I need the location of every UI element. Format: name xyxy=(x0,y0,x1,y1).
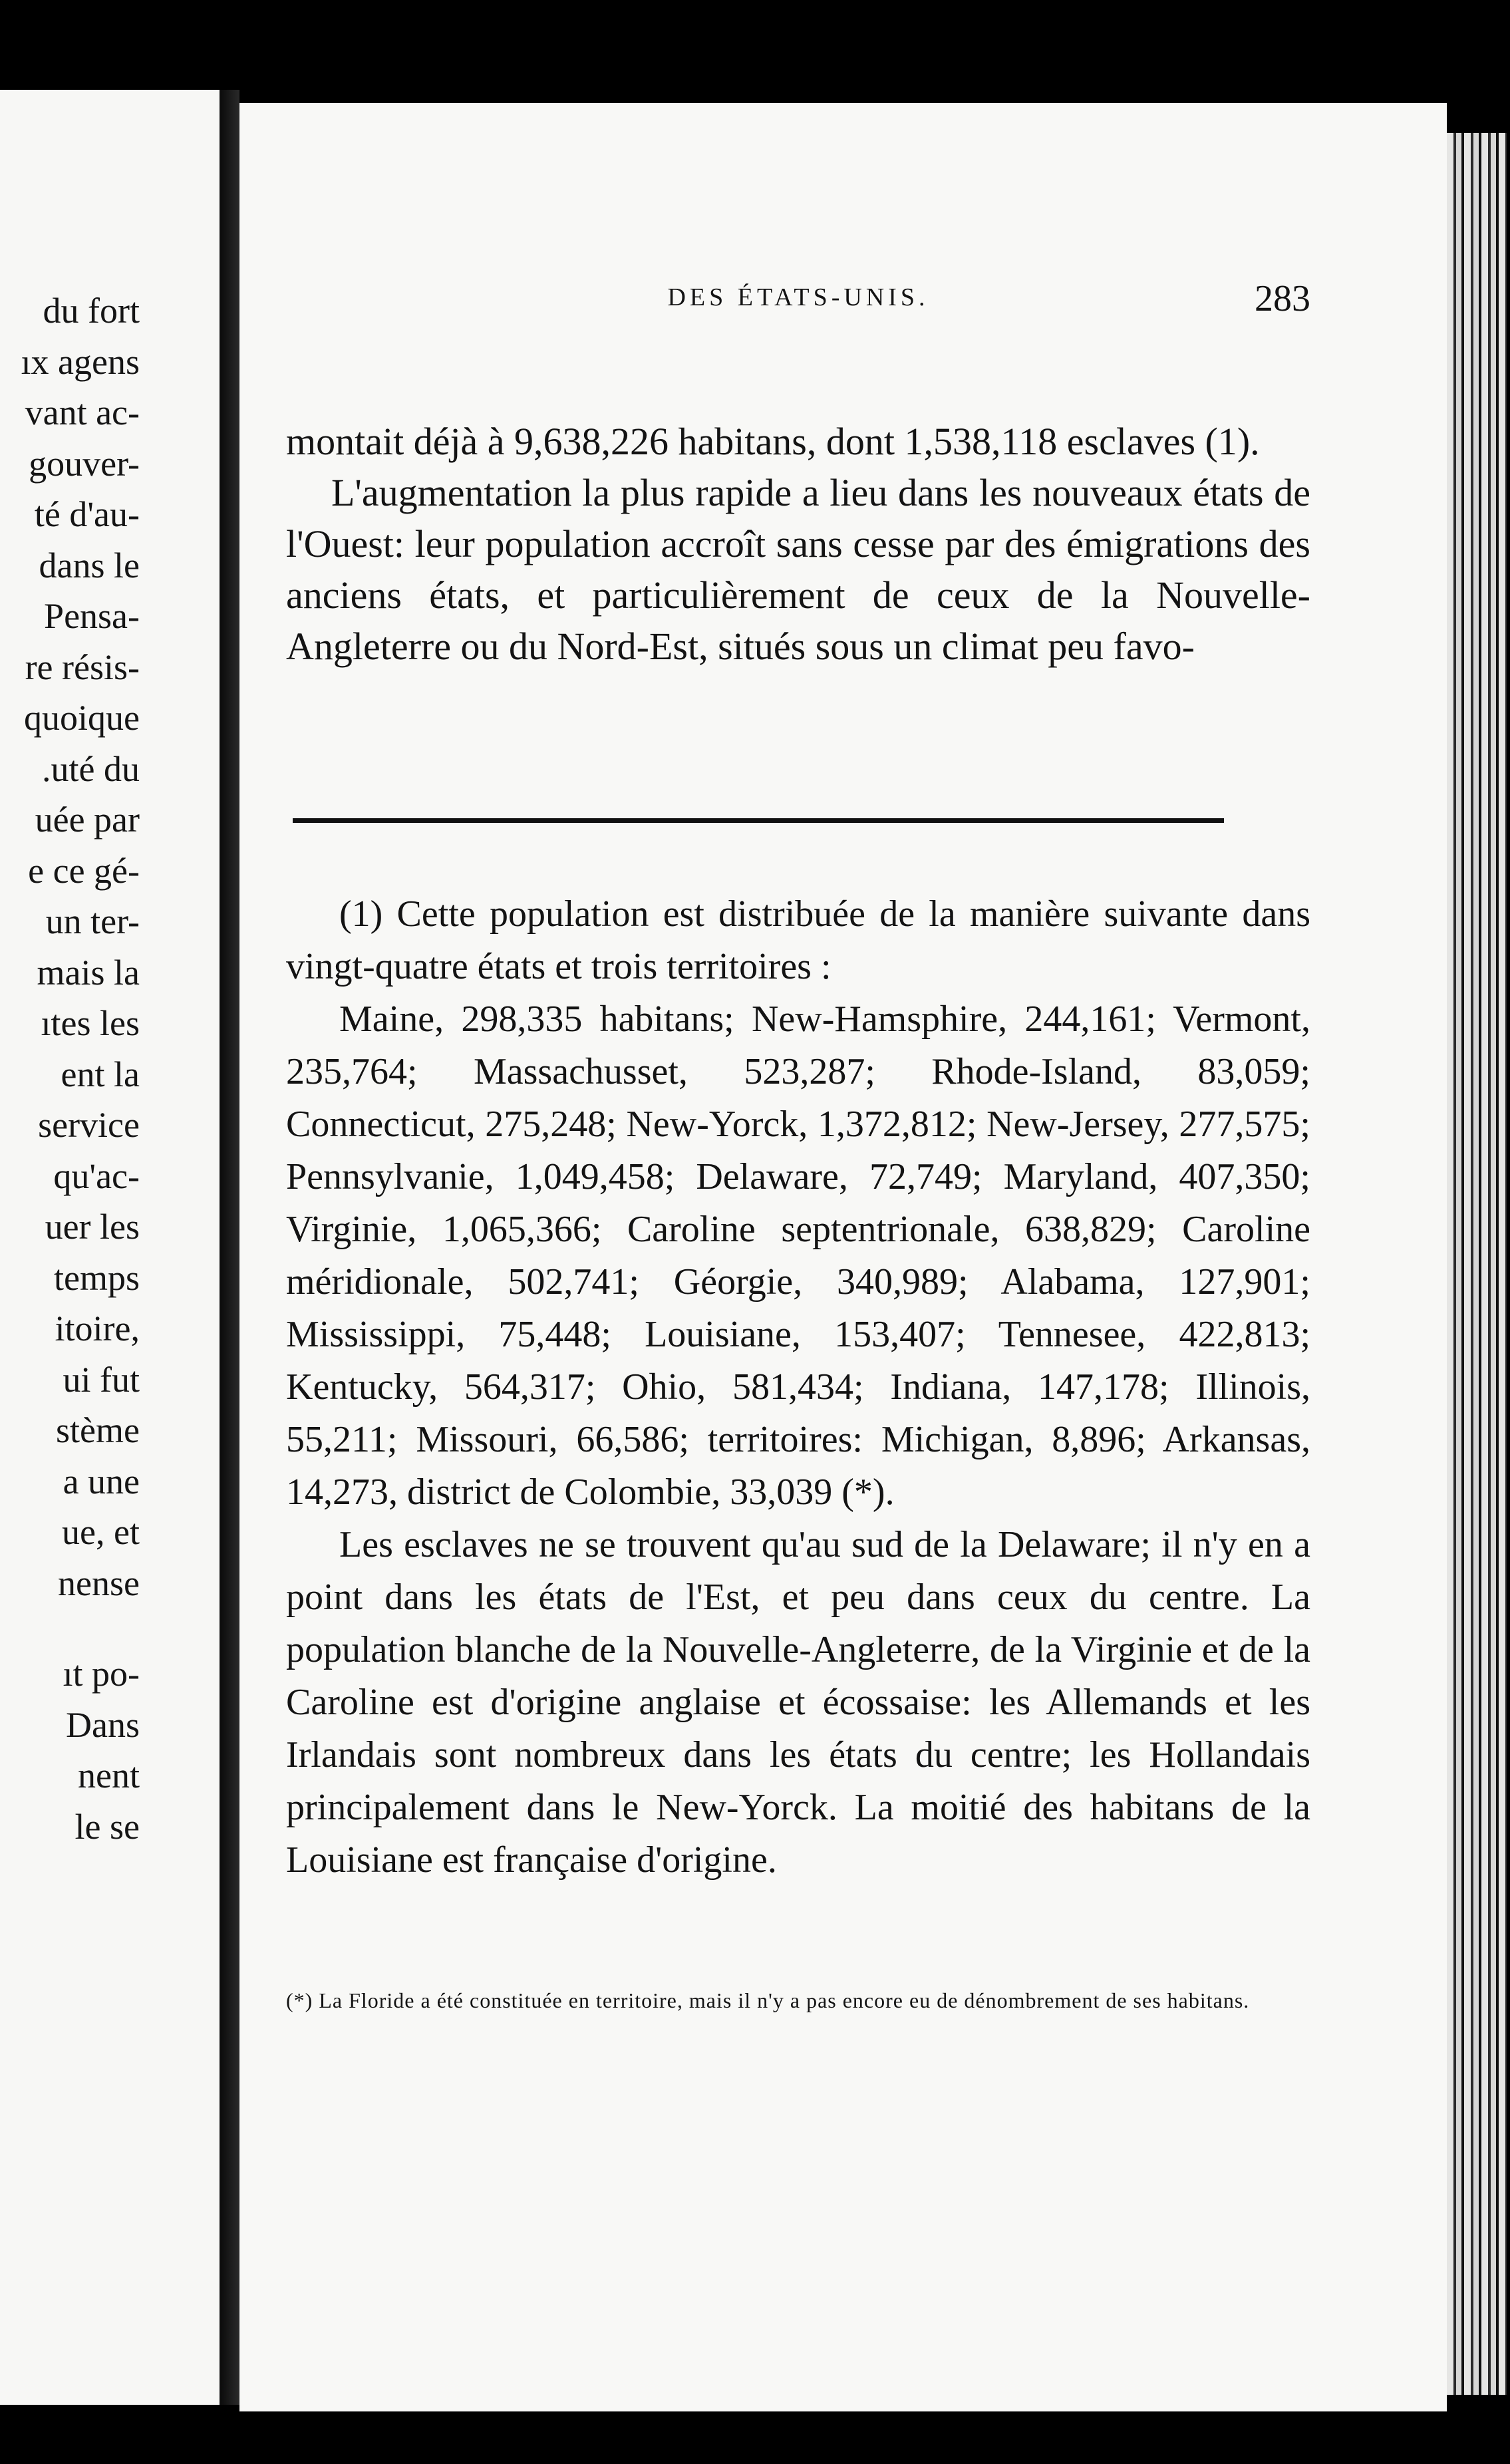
facing-page-line: re résis- xyxy=(25,647,140,687)
facing-page-line: quoique xyxy=(24,698,140,738)
paragraph-augmentation: L'augmentation la plus rapide a lieu dans les nouveaux états de l'Ouest: leur population accroît sans cesse par des émigrations des anciens états, et particulièrement de ceux de la Nouvelle-Angleterre ou du Nord-Est, situés sous un climat peu favo- xyxy=(286,471,1310,668)
facing-page-line: temps xyxy=(54,1257,140,1298)
facing-page-line: gouver- xyxy=(29,443,140,484)
facing-page-line: mais la xyxy=(37,952,140,993)
main-text xyxy=(286,416,1310,672)
running-header xyxy=(286,278,1310,329)
running-title: DES ÉTATS-UNIS. xyxy=(667,283,929,311)
facing-page-line: stème xyxy=(56,1410,140,1450)
facing-page-line: qu'ac- xyxy=(53,1155,140,1196)
facing-page-line: ıt po- xyxy=(63,1654,140,1694)
facing-page-line: du fort xyxy=(43,291,140,331)
facing-page-line: té d'au- xyxy=(34,494,140,534)
facing-page-line: e ce gé- xyxy=(28,850,140,891)
footnote-block xyxy=(286,888,1310,1887)
paragraph-continuation: montait déjà à 9,638,226 habitans, dont 1,538,118 esclaves (1). xyxy=(286,420,1260,463)
page-edges xyxy=(1447,133,1507,2395)
footnote-intro: (1) Cette population est distribuée de la manière suivante dans vingt-quatre états et trois territoires : xyxy=(286,893,1310,987)
facing-page-line: dans le xyxy=(39,545,140,585)
facing-page-line: ıtes les xyxy=(41,1003,140,1043)
facing-page-line: service xyxy=(38,1105,140,1145)
footnote-rule xyxy=(293,818,1224,823)
facing-page-line: ue, et xyxy=(62,1512,140,1552)
facing-page-line: le se xyxy=(75,1806,140,1847)
footnote-state-list: Maine, 298,335 habitans; New-Hamsphire, 244,161; Vermont, 235,764; Massachusset, 523,287; Rhode-Island, 83,059; Connecticut, 275,248; New-Yorck, 1,372,812; New-Jersey, 277,575; Pennsylvanie, 1,049,458; Delaware, 72,749; Maryland, 407,350; Virginie, 1,065,366; Caroline septentrionale, 638,829; Caroline méridionale, 502,741; Géorgie, 340,989; Alabama, 127,901; Mississippi, 75,448; Louisiane, 153,407; Tennesee, 422,813; Kentucky, 564,317; Ohio, 581,434; Indiana, 147,178; Illinois, 55,211; Missouri, 66,586; territoires: Michigan, 8,896; Arkansas, 14,273, district de Colombie, 33,039 (*). xyxy=(286,999,1310,1513)
subnote: (*) La Floride a été constituée en territoire, mais il n'y a pas encore eu de dénombrement de ses habitans. xyxy=(286,1988,1250,2012)
book-gutter xyxy=(220,90,239,2405)
facing-page-left xyxy=(0,90,221,2405)
facing-page-line: un ter- xyxy=(45,901,140,941)
facing-page-line: vant ac- xyxy=(25,392,140,432)
facing-page-line: uée par xyxy=(35,800,140,840)
page-number: 283 xyxy=(1255,278,1310,319)
footnote-slaves-paragraph: Les esclaves ne se trouvent qu'au sud de la Delaware; il n'y en a point dans les états de l'Est, et peu dans ceux du centre. La population blanche de la Nouvelle-Angleterre, de la Virginie et de la Caroline est d'origine anglaise et écossaise: les Allemands et les Irlandais sont nombreux dans les états du centre; les Hollandais principalement dans le New-Yorck. La moitié des habitans de la Louisiane est française d'origine. xyxy=(286,1524,1310,1881)
facing-page-line: a une xyxy=(63,1461,140,1501)
facing-page-line: Dans xyxy=(66,1704,140,1745)
facing-page-line: Pensa- xyxy=(44,596,140,636)
facing-page-line: ıx agens xyxy=(21,341,140,382)
facing-page-line: .uté du xyxy=(42,748,140,789)
facing-page-line: ent la xyxy=(61,1054,140,1094)
facing-page-line: uer les xyxy=(45,1207,140,1247)
facing-page-line: itoire, xyxy=(55,1309,140,1348)
facing-page-line: ui fut xyxy=(63,1359,140,1400)
facing-page-line: nent xyxy=(78,1756,140,1795)
book-page xyxy=(239,103,1447,2411)
facing-page-line: nense xyxy=(58,1563,140,1603)
